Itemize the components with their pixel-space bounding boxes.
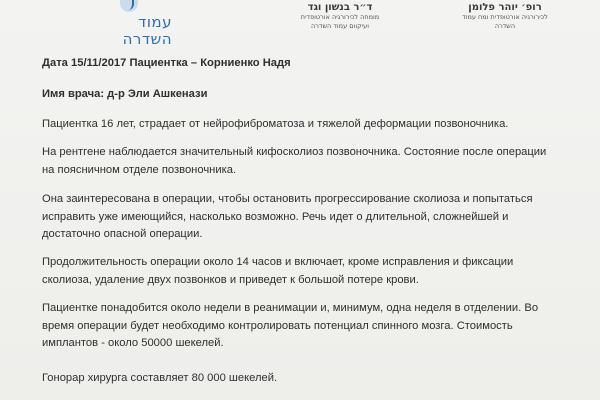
clinic-logo xyxy=(82,0,190,50)
spine-logo-icon xyxy=(120,0,138,12)
paragraph-surgeon-fee xyxy=(42,370,587,388)
doctor-header-1 xyxy=(280,2,400,31)
paragraph-line: имплантов - около 50000 шекелей. xyxy=(42,337,224,349)
paragraph-line: исправить уже имеющийся, насколько возможно. Речь идет о длительной, сложнейшей и xyxy=(42,210,509,223)
paragraph-recovery-cost xyxy=(42,300,587,353)
paragraph-line: Пациентке понадобится около недели в реанимации и, минимум, одна неделя в отделении. Во xyxy=(42,302,539,314)
doctor-1-name: ד״ר בנשון וגד xyxy=(307,2,373,13)
paragraph-operation-interest xyxy=(42,191,587,244)
date-patient-line: Дата 15/11/2017 Пациентка – Корниенко Надя xyxy=(42,57,291,69)
paragraph-line: время операции будет необходимо контролировать потенциал спинного мозга. Стоимость xyxy=(42,319,513,332)
paragraph-line: Продолжительность операции около 14 часов и включает, кроме исправления и фиксации xyxy=(42,256,514,268)
doctor-2-title-line1: לכירורגיה אורטופדית ומח עמוד xyxy=(462,13,548,21)
doctor-1-title-line1: מומחה לכירורגיה אורטופדית xyxy=(300,13,380,21)
paragraph-line: Гонорар хирурга составляет 80 000 шекелей. xyxy=(42,372,278,384)
paragraph-line: Она заинтересована в операции, чтобы остановить прогрессирование сколиоза и попытаться xyxy=(42,193,533,205)
paragraph-line: достаточно опасной операции. xyxy=(42,228,203,240)
paragraph-line: сколиоза, удаление двух позвонков и приведет к большой потере крови. xyxy=(42,273,419,286)
doctor-2-name: רופ׳ יוהר פלומן xyxy=(468,2,542,13)
doctor-header-2 xyxy=(445,2,565,31)
logo-text-line1: עמוד xyxy=(138,13,172,31)
doctor-1-title-line2: ועיקוום עמוד השדרה xyxy=(310,22,369,30)
doctor-2-title-line2: השדרה xyxy=(494,22,516,30)
paragraph-duration xyxy=(42,254,587,289)
doctor-name-line: Имя врача: д-р Эли Ашкенази xyxy=(42,88,208,100)
paragraph-line: На рентгене наблюдается значительный кифосколиоз позвоночника. Состояние после операции xyxy=(42,146,547,158)
paragraph-line: Пациентка 16 лет, страдает от нейрофиброматоза и тяжелой деформации позвоночника. xyxy=(42,118,509,130)
logo-text-line2: השדרה xyxy=(122,30,172,48)
paragraph-line: на поясничном отделе позвоночника. xyxy=(42,163,237,176)
paragraph-xray xyxy=(42,144,587,179)
paragraph-diagnosis xyxy=(42,116,587,134)
